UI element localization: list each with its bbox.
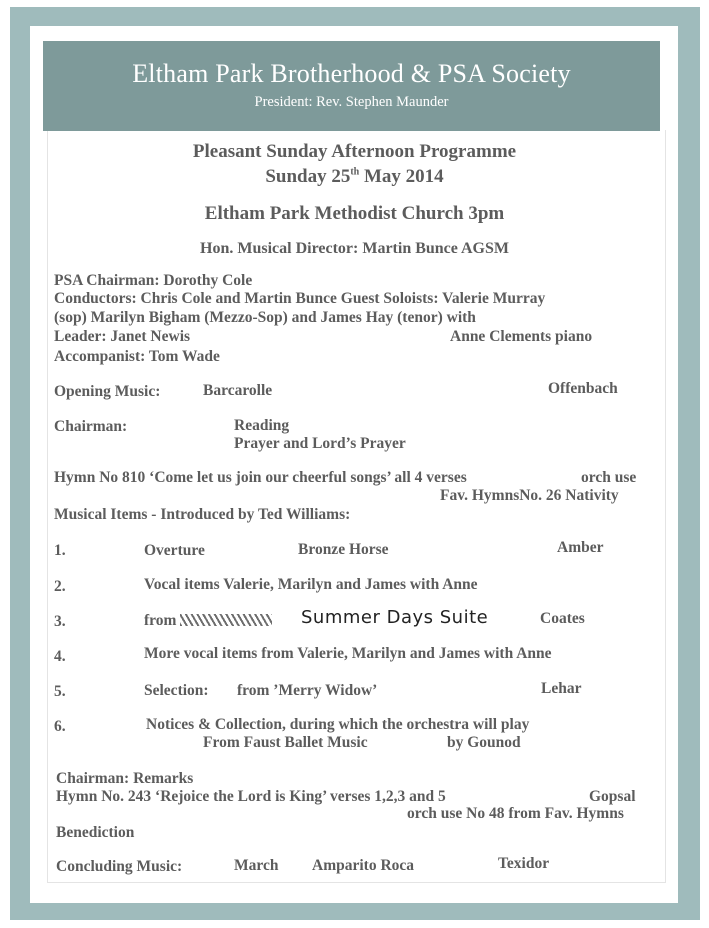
item-3-from — [144, 612, 272, 630]
item-3-from-label: from — [144, 612, 177, 629]
concluding-type: March — [234, 857, 279, 874]
item-6-piece: From Faust Ballet Music — [203, 734, 368, 751]
item-number: 4. — [54, 648, 66, 665]
chairman-reading: Reading — [234, 417, 290, 434]
item-number: 2. — [54, 578, 66, 595]
item-2-text: Vocal items Valerie, Marilyn and James with Anne — [144, 576, 478, 593]
opening-label: Opening Music: — [54, 383, 161, 400]
hymn-243-tune: Gopsal — [589, 788, 636, 805]
item-number: 3. — [54, 613, 66, 630]
header-banner — [43, 41, 660, 131]
soloists-line: (sop) Marilyn Bigham (Mezzo-Sop) and James Hay (tenor) with — [54, 309, 476, 326]
item-number: 1. — [54, 542, 66, 559]
programme-date — [0, 166, 709, 188]
opening-piece: Barcarolle — [203, 382, 273, 399]
leader: Leader: Janet Newis — [54, 328, 191, 345]
hymn-810: Hymn No 810 ‘Come let us join our cheerful songs’ all 4 verses — [54, 469, 467, 486]
hymn-243-orch: orch use No 48 from Fav. Hymns — [407, 805, 624, 822]
item-number: 6. — [54, 718, 66, 735]
piano-accompanist: Anne Clements piano — [450, 328, 593, 345]
chairman-label: Chairman: — [54, 418, 128, 435]
item-number: 5. — [54, 683, 66, 700]
conductors-line: Conductors: Chris Cole and Martin Bunce Guest Soloists: Valerie Murray — [54, 290, 546, 307]
item-6-text: Notices & Collection, during which the orchestra will play — [146, 716, 530, 733]
concluding-composer: Texidor — [498, 855, 550, 872]
chairman-prayer: Prayer and Lord’s Prayer — [234, 435, 406, 452]
society-title: Eltham Park Brotherhood & PSA Society — [132, 59, 571, 88]
date-day: Sunday 25 — [265, 166, 351, 187]
programme-title: Pleasant Sunday Afternoon Programme — [192, 141, 517, 162]
item-3-composer: Coates — [540, 610, 585, 627]
item-3-handwritten-piece: Summer Days Suite — [301, 607, 489, 628]
date-sup: th — [350, 166, 360, 178]
concluding-piece: Amparito Roca — [312, 857, 415, 874]
item-5-piece: from ’Merry Widow’ — [237, 682, 378, 699]
item-1-type: Overture — [144, 542, 205, 559]
accompanist: Accompanist: Tom Wade — [54, 348, 220, 365]
hymn-810-orch: orch use — [581, 469, 637, 486]
venue: Eltham Park Methodist Church 3pm — [204, 203, 505, 224]
item-5-composer: Lehar — [541, 680, 582, 697]
date-month-year: May 2014 — [359, 166, 444, 187]
musical-items-heading: Musical Items - Introduced by Ted Williams: — [54, 506, 351, 523]
item-1-piece: Bronze Horse — [298, 541, 389, 558]
item-6-composer: by Gounod — [447, 734, 521, 751]
musical-director: Hon. Musical Director: Martin Bunce AGSM — [200, 240, 509, 257]
item-5-type: Selection: — [144, 682, 209, 699]
item-1-composer: Amber — [557, 539, 604, 556]
concluding-label: Concluding Music: — [56, 858, 183, 875]
president-line: President: Rev. Stephen Maunder — [254, 94, 449, 110]
psa-chairman: PSA Chairman: Dorothy Cole — [54, 272, 253, 289]
chairman-remarks: Chairman: Remarks — [56, 770, 194, 787]
opening-composer: Offenbach — [548, 380, 618, 397]
hymn-243: Hymn No. 243 ‘Rejoice the Lord is King’ verses 1,2,3 and 5 — [56, 788, 446, 805]
crossed-out-scribble — [180, 614, 272, 626]
hymn-810-fav: Fav. HymnsNo. 26 Nativity — [440, 487, 619, 504]
benediction: Benediction — [56, 824, 135, 841]
item-4-text: More vocal items from Valerie, Marilyn and James with Anne — [144, 645, 552, 662]
